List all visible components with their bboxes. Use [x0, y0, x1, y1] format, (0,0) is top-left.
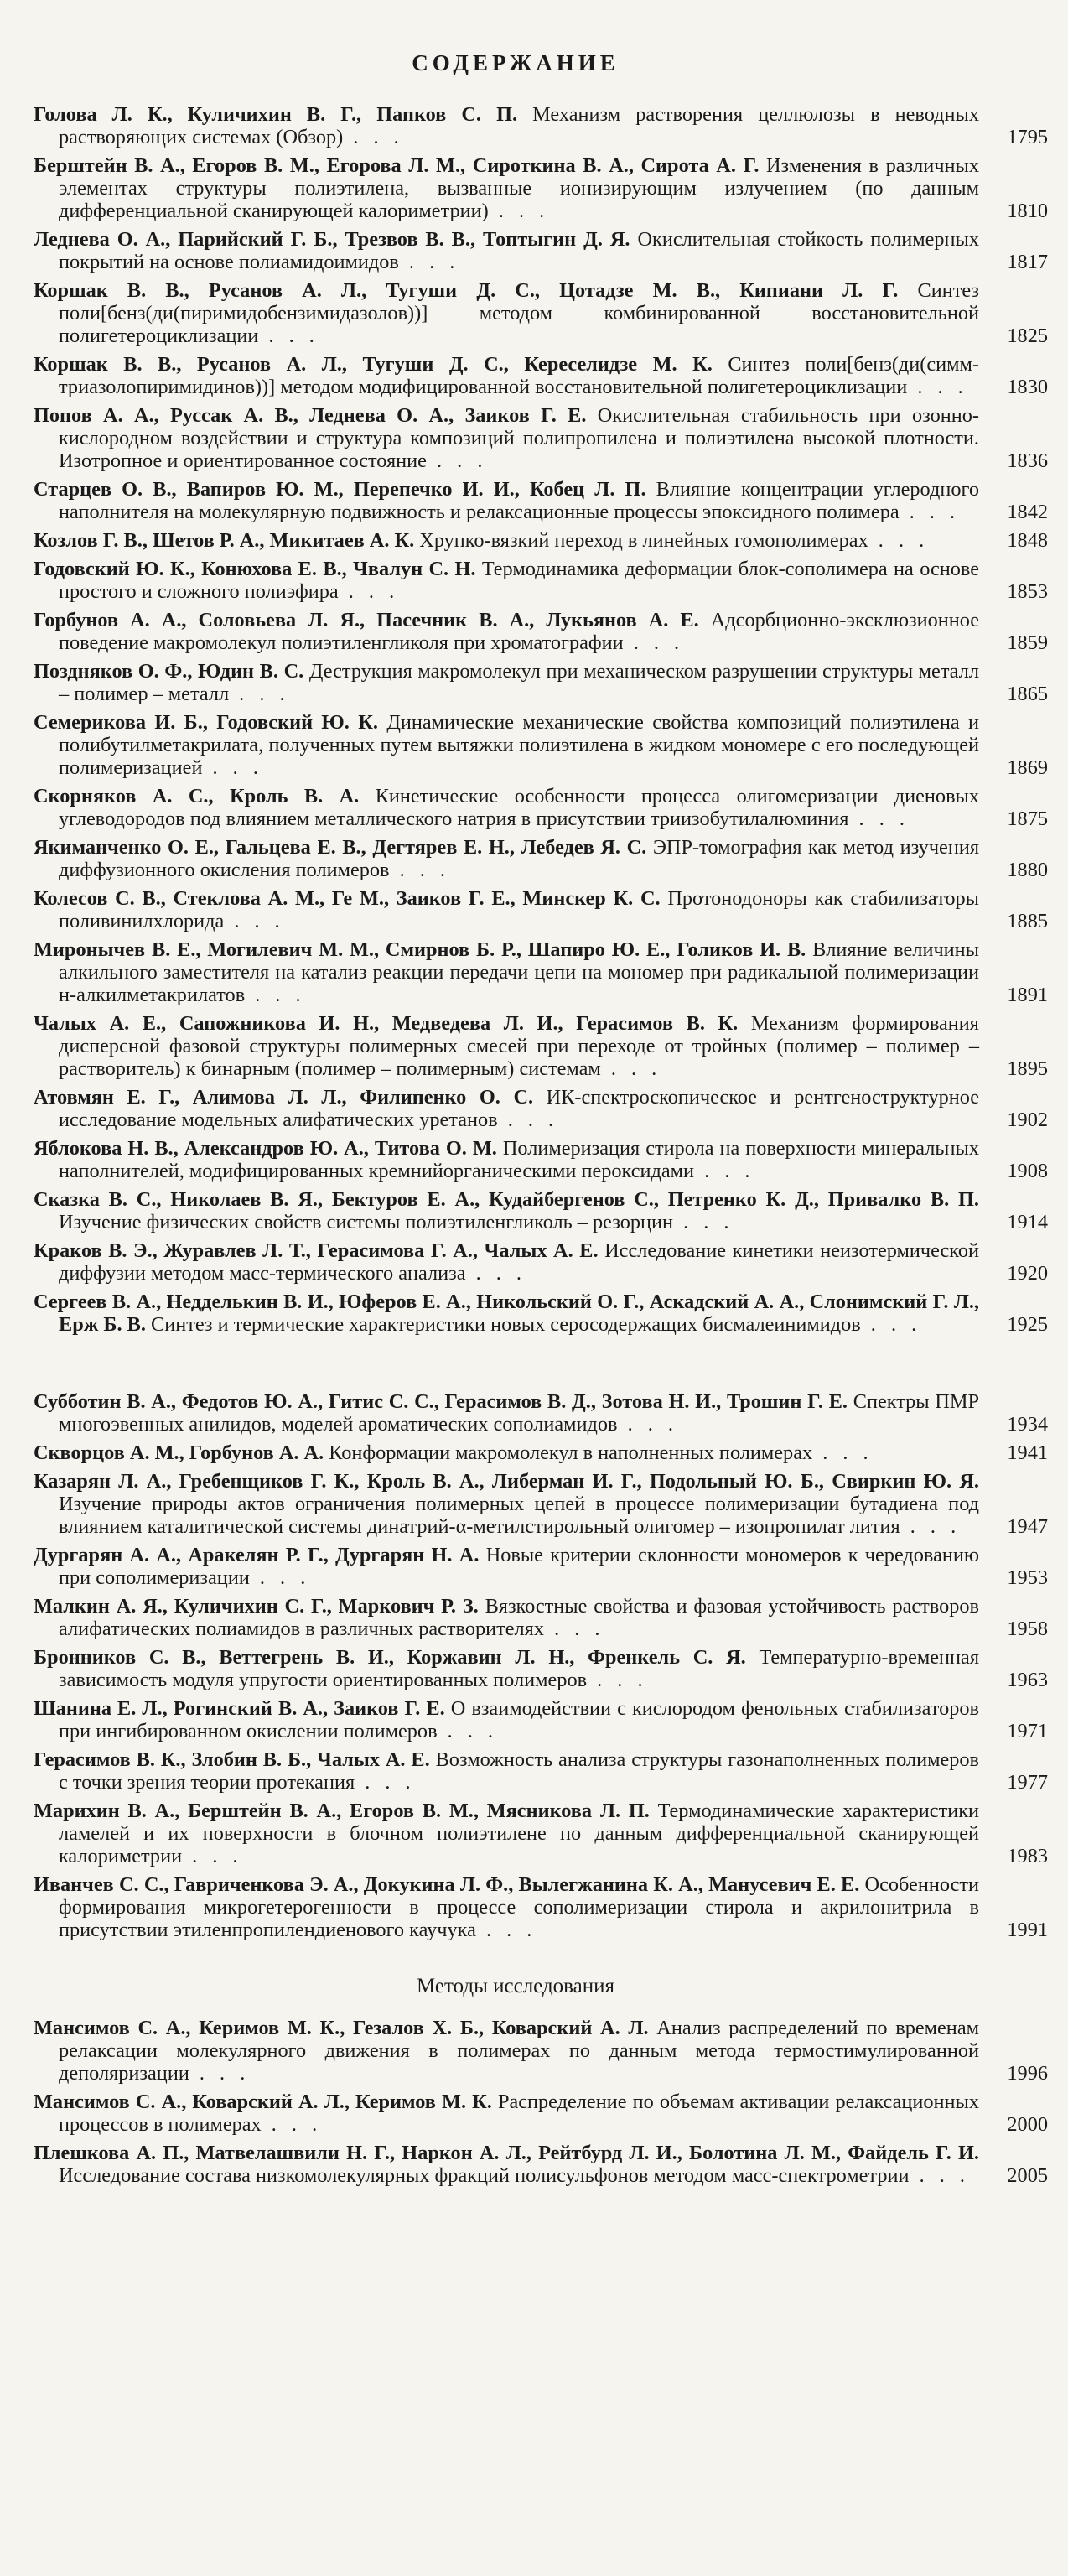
toc-entry-page-number: 1958 — [1007, 1618, 1048, 1640]
toc-entry-page-number: 1895 — [1007, 1057, 1048, 1080]
toc-entry[interactable] — [34, 1390, 1048, 1436]
toc-entry-title: Адсорбционно-эксклюзионное поведение макромолекул полиэтиленгликоля при хроматографии — [59, 609, 979, 654]
toc-entry-page-number: 1996 — [1007, 2062, 1048, 2085]
toc-entry-authors: Горбунов А. А., Соловьева Л. Я., Пасечник В. А., Лукьянов А. Е. — [34, 609, 699, 631]
contents-list-second — [34, 1390, 1048, 1941]
toc-entry[interactable] — [34, 1595, 1048, 1640]
toc-entry-page-number: 1991 — [1007, 1919, 1048, 1941]
leader-dots: . . . — [673, 1211, 734, 1233]
toc-entry-authors: Иванчев С. С., Гавриченкова Э. А., Докукина Л. Ф., Вылегжанина К. А., Манусевич Е. Е. — [34, 1873, 860, 1896]
toc-entry[interactable] — [34, 478, 1048, 523]
toc-entry-title: Хрупко-вязкий переход в линейных гомополимерах — [419, 529, 868, 552]
toc-entry-text — [34, 228, 979, 273]
leader-dots: . . . — [475, 1919, 537, 1941]
toc-entry-page-number: 1869 — [1007, 756, 1048, 779]
leader-dots: . . . — [224, 910, 285, 932]
toc-entry-page-number: 1842 — [1007, 501, 1048, 523]
toc-entry-text — [34, 478, 979, 523]
leader-dots: . . . — [355, 1771, 416, 1794]
toc-entry-page-number: 2000 — [1007, 2113, 1048, 2136]
toc-entry-title: Влияние концентрации углеродного наполнителя на молекулярную подвижность и релаксационные процессы эпоксидного полимера — [59, 478, 980, 523]
toc-entry-page-number: 1848 — [1007, 529, 1048, 552]
page-title: СОДЕРЖАНИЕ — [412, 50, 620, 75]
toc-entry-title: Исследование состава низкомолекулярных фракций полисульфонов методом масс-спектрометрии — [59, 2164, 910, 2187]
toc-entry-page-number: 1830 — [1007, 376, 1048, 398]
toc-entry[interactable] — [34, 660, 1048, 705]
toc-entry[interactable] — [34, 1646, 1048, 1691]
toc-entry-page-number: 1836 — [1007, 449, 1048, 472]
toc-entry[interactable] — [34, 103, 1048, 148]
toc-entry-page-number: 1859 — [1007, 631, 1048, 654]
toc-entry-authors: Краков В. Э., Журавлев Л. Т., Герасимова Г. А., Чалых А. Е. — [34, 1239, 599, 1262]
toc-entry-page-number: 1920 — [1007, 1262, 1048, 1285]
toc-entry-page-number: 1880 — [1007, 859, 1048, 881]
toc-entry-text — [34, 1873, 979, 1941]
toc-entry-title: Спектры ПМР многоэвенных анилидов, моделей ароматических сополиамидов — [59, 1390, 980, 1436]
toc-entry-authors: Попов А. А., Руссак А. В., Леднева О. А., Заиков Г. Е. — [34, 404, 587, 427]
toc-entry-text — [34, 2017, 979, 2085]
toc-entry-text — [34, 103, 979, 148]
toc-entry[interactable] — [34, 404, 1048, 472]
toc-entry-authors: Колесов С. В., Стеклова А. М., Ге М., Заиков Г. Е., Минскер К. С. — [34, 887, 661, 910]
toc-entry[interactable] — [34, 1470, 1048, 1538]
contents-page — [34, 50, 1048, 2193]
toc-entry-text — [34, 938, 979, 1006]
toc-entry-authors: Голова Л. К., Куличихин В. Г., Папков С. П. — [34, 103, 518, 126]
toc-entry-page-number: 1953 — [1007, 1566, 1048, 1589]
toc-entry-text — [34, 1646, 979, 1691]
toc-entry-page-number: 1825 — [1007, 325, 1048, 347]
toc-entry[interactable] — [34, 2142, 1048, 2187]
leader-dots: . . . — [488, 200, 550, 222]
toc-entry-authors: Годовский Ю. К., Конюхова Е. В., Чвалун С. Н. — [34, 558, 476, 580]
toc-entry-authors: Скворцов А. М., Горбунов А. А. — [34, 1441, 324, 1464]
toc-entry-page-number: 1885 — [1007, 910, 1048, 932]
toc-entry-title: Кинетические особенности процесса олигомеризации диеновых углеводородов под влиянием металлического натрия в присутствии триизобутилалюминия — [59, 785, 980, 830]
toc-entry-title: Вязкостные свойства и фазовая устойчивость растворов алифатических полиамидов в различных растворителях — [59, 1595, 980, 1640]
toc-entry[interactable] — [34, 711, 1048, 779]
leader-dots: . . . — [907, 376, 968, 398]
toc-entry-authors: Миронычев В. Е., Могилевич М. М., Смирнов Б. Р., Шапиро Ю. Е., Голиков И. В. — [34, 938, 806, 961]
toc-entry-authors: Козлов Г. В., Шетов Р. А., Микитаев А. К. — [34, 529, 415, 552]
leader-dots: . . . — [389, 859, 450, 881]
toc-entry-authors: Бронников С. В., Веттегрень В. И., Коржавин Л. Н., Френкель С. Я. — [34, 1646, 746, 1669]
toc-entry-text — [34, 279, 979, 347]
toc-entry-authors: Яблокова Н. В., Александров Ю. А., Титова О. М. — [34, 1137, 497, 1160]
toc-entry-text — [34, 353, 979, 398]
toc-entry-page-number: 1977 — [1007, 1771, 1048, 1794]
toc-entry-page-number: 1925 — [1007, 1313, 1048, 1336]
toc-entry[interactable] — [34, 1697, 1048, 1742]
leader-dots: . . . — [623, 631, 685, 654]
toc-entry-text — [34, 2090, 979, 2136]
toc-entry-title: Новые критерии склонности мономеров к чередованию при сополимеризации — [59, 1544, 980, 1589]
toc-entry[interactable] — [34, 1291, 1048, 1336]
leader-dots: . . . — [899, 501, 961, 523]
toc-entry-text — [34, 1291, 979, 1336]
leader-dots: . . . — [426, 449, 488, 472]
toc-entry[interactable] — [34, 1748, 1048, 1794]
toc-entry-page-number: 1865 — [1007, 683, 1048, 705]
toc-entry[interactable] — [34, 2090, 1048, 2136]
toc-entry-page-number: 1875 — [1007, 808, 1048, 830]
toc-entry[interactable] — [34, 529, 1048, 552]
toc-entry-page-number: 1853 — [1007, 580, 1048, 603]
toc-entry-text — [34, 785, 979, 830]
leader-dots: . . . — [202, 756, 263, 779]
toc-entry-authors: Мансимов С. А., Керимов М. К., Гезалов Х. Б., Коварский А. Л. — [34, 2017, 649, 2039]
toc-entry-text — [34, 836, 979, 881]
toc-entry[interactable] — [34, 836, 1048, 881]
toc-entry-page-number: 1914 — [1007, 1211, 1048, 1233]
leader-dots: . . . — [694, 1160, 755, 1182]
toc-entry-text — [34, 887, 979, 932]
toc-entry-authors: Берштейн В. А., Егоров В. М., Егорова Л. М., Сироткина В. А., Сирота А. Г. — [34, 154, 760, 177]
toc-entry[interactable] — [34, 1239, 1048, 1285]
section-gap — [34, 1342, 1048, 1390]
toc-entry[interactable] — [34, 938, 1048, 1006]
leader-dots: . . . — [182, 1845, 243, 1867]
toc-entry-title: Исследование кинетики неизотермической диффузии методом масс-термического анализа — [59, 1239, 980, 1285]
toc-entry-title: Деструкция макромолекул при механическом разрушении структуры металл – полимер – металл — [59, 660, 979, 705]
leader-dots: . . . — [600, 1057, 662, 1080]
leader-dots: . . . — [245, 984, 306, 1006]
toc-entry-title: Изучение природы актов ограничения полимерных цепей в процессе полимеризации бутадиена под влиянием каталитической системы динатрий-α-метилстирольный олигомер – изопропилат лития — [59, 1493, 979, 1538]
toc-entry[interactable] — [34, 353, 1048, 398]
leader-dots: . . . — [343, 126, 404, 148]
toc-entry-title: Термодинамические характеристики ламелей и их поверхности в блочном полиэтилене по данным дифференциальной сканирующей калориметрии — [59, 1800, 980, 1867]
toc-entry-authors: Старцев О. В., Вапиров Ю. М., Перепечко И. И., Кобец Л. П. — [34, 478, 646, 501]
toc-entry-text — [34, 1239, 979, 1285]
toc-entry-title: Окислительная стойкость полимерных покрытий на основе полиамидоимидов — [59, 228, 980, 273]
toc-entry-page-number: 1983 — [1007, 1845, 1048, 1867]
toc-entry-authors: Герасимов В. К., Злобин В. Б., Чалых А. Е. — [34, 1748, 430, 1771]
toc-entry-authors: Субботин В. А., Федотов Ю. А., Гитис С. С., Герасимов В. Д., Зотова Н. И., Трошин Г. Е. — [34, 1390, 848, 1413]
leader-dots: . . . — [909, 2164, 970, 2187]
toc-entry-title: О взаимодействии с кислородом фенольных стабилизаторов при ингибированном окислении полимеров — [59, 1697, 979, 1742]
toc-entry-title: Протонодоноры как стабилизаторы поливинилхлорида — [59, 887, 979, 932]
toc-entry-title: Динамические механические свойства композиций полиэтилена и полибутилметакрилата, полученных путем вытяжки полиэтилена в жидком мономере с его последующей полимеризацией — [59, 711, 980, 779]
toc-entry-title: Синтез поли[бенз(ди(симм-триазолопиримидинов))] методом модифицированной восстановительной полигетероциклизации — [59, 353, 980, 398]
toc-entry-text — [34, 558, 979, 603]
toc-entry-text — [34, 1748, 979, 1794]
leader-dots: . . . — [398, 251, 460, 273]
toc-entry[interactable] — [34, 1544, 1048, 1589]
toc-entry-title: Механизм растворения целлюлозы в неводных растворяющих системах (Обзор) — [59, 103, 979, 148]
toc-entry-authors: Мансимов С. А., Коварский А. Л., Керимов М. К. — [34, 2090, 492, 2113]
toc-entry-text — [34, 1595, 979, 1640]
toc-entry-title: Конформации макромолекул в наполненных полимерах — [329, 1441, 813, 1464]
toc-entry-authors: Скорняков А. С., Кроль В. А. — [34, 785, 360, 808]
toc-entry-page-number: 1941 — [1007, 1441, 1048, 1464]
toc-entry-text — [34, 1544, 979, 1589]
leader-dots: . . . — [868, 529, 930, 552]
leader-dots: . . . — [544, 1618, 605, 1640]
leader-dots: . . . — [338, 580, 400, 603]
leader-dots: . . . — [848, 808, 910, 830]
toc-entry-page-number: 1810 — [1007, 200, 1048, 222]
toc-entry[interactable] — [34, 1086, 1048, 1131]
toc-entry-title: Полимеризация стирола на поверхности минеральных наполнителей, модифицированных кремнийорганическими пероксидами — [59, 1137, 979, 1182]
toc-entry-title: Изменения в различных элементах структуры полиэтилена, вызванные ионизирующим излучением (по данным дифференциальной сканирующей калориметрии) — [59, 154, 979, 222]
toc-entry-text — [34, 2142, 979, 2187]
toc-entry-title: Механизм формирования дисперсной фазовой структуры полимерных смесей при переходе от тройных (полимер – полимер – растворитель) к бинарным (полимер – полимерным) системам — [59, 1012, 979, 1080]
toc-entry-page-number: 1971 — [1007, 1720, 1048, 1742]
toc-entry-authors: Семерикова И. Б., Годовский Ю. К. — [34, 711, 378, 734]
leader-dots: . . . — [900, 1515, 962, 1538]
toc-entry-authors: Сергеев В. А., Недделькин В. И., Юферов Е. А., Никольский О. Г., Аскадский А. А., Слонимский Г. Л., Ерж Б. В. — [34, 1291, 979, 1336]
toc-entry-page-number: 1963 — [1007, 1669, 1048, 1691]
toc-entry-page-number: 1908 — [1007, 1160, 1048, 1182]
toc-entry-page-number: 1902 — [1007, 1109, 1048, 1131]
toc-entry-text — [34, 404, 979, 472]
toc-entry-authors: Казарян Л. А., Гребенщиков Г. К., Кроль В. А., Либерман И. Г., Подольный Ю. Б., Свиркин Ю. Я. — [34, 1470, 979, 1493]
toc-entry-page-number: 1947 — [1007, 1515, 1048, 1538]
toc-entry[interactable] — [34, 1012, 1048, 1080]
toc-entry[interactable] — [34, 279, 1048, 347]
toc-entry-title: Анализ распределений по временам релаксации молекулярного движения в полимерах по данным метода термостимулированной деполяризации — [59, 2017, 979, 2085]
toc-entry-title: Особенности формирования микрогетерогенности в процессе сополимеризации стирола и акрилонитрила в присутствии этиленпропилендиенового каучука — [59, 1873, 979, 1941]
toc-entry[interactable] — [34, 609, 1048, 654]
leader-dots: . . . — [812, 1441, 874, 1464]
toc-entry-page-number: 1817 — [1007, 251, 1048, 273]
toc-entry-text — [34, 609, 979, 654]
toc-entry-authors: Дургарян А. А., Аракелян Р. Г., Дургарян Н. А. — [34, 1544, 480, 1566]
toc-entry-title: ИК-спектроскопическое и рентгеноструктурное исследование модельных алифатических уретанов — [59, 1086, 979, 1131]
toc-entry-authors: Плешкова А. П., Матвелашвили Н. Г., Наркон А. Л., Рейтбурд Л. И., Болотина Л. М., Файдель Г. И. — [34, 2142, 979, 2164]
contents-list-methods — [34, 2017, 1048, 2187]
toc-entry-text — [34, 1800, 979, 1867]
toc-entry[interactable] — [34, 1441, 1048, 1464]
toc-entry-authors: Атовмян Е. Г., Алимова Л. Л., Филипенко О. С. — [34, 1086, 534, 1109]
toc-entry-authors: Якиманченко О. Е., Гальцева Е. В., Дегтярев Е. Н., Лебедев Я. С. — [34, 836, 647, 859]
leader-dots: . . . — [617, 1413, 678, 1436]
toc-entry-page-number: 1795 — [1007, 126, 1048, 148]
toc-entry-text — [34, 1390, 979, 1436]
toc-entry[interactable] — [34, 1873, 1048, 1941]
leader-dots: . . . — [465, 1262, 526, 1285]
leader-dots: . . . — [587, 1669, 648, 1691]
toc-entry[interactable] — [34, 2017, 1048, 2085]
leader-dots: . . . — [860, 1313, 922, 1336]
toc-entry-title: ЭПР-томография как метод изучения диффузионного окисления полимеров — [59, 836, 980, 881]
toc-entry-authors: Поздняков О. Ф., Юдин В. С. — [34, 660, 304, 683]
toc-entry[interactable] — [34, 1188, 1048, 1233]
toc-entry-text — [34, 1012, 979, 1080]
leader-dots: . . . — [437, 1720, 499, 1742]
toc-entry[interactable] — [34, 558, 1048, 603]
toc-entry-page-number: 1891 — [1007, 984, 1048, 1006]
section-title-methods: Методы исследования — [417, 1975, 614, 1997]
toc-entry-title: Термодинамика деформации блок-сополимера на основе простого и сложного полиэфира — [59, 558, 979, 603]
leader-dots: . . . — [258, 325, 319, 347]
leader-dots: . . . — [261, 2113, 323, 2136]
toc-entry-title: Изучение физических свойств системы полиэтиленгликоль – резорцин — [59, 1211, 674, 1233]
toc-entry-text — [34, 660, 979, 705]
toc-entry-authors: Шанина Е. Л., Рогинский В. А., Заиков Г. Е. — [34, 1697, 445, 1720]
toc-entry[interactable] — [34, 228, 1048, 273]
toc-entry-authors: Сказка В. С., Николаев В. Я., Бектуров Е. А., Кудайбергенов С., Петренко К. Д., Привалко В. П. — [34, 1188, 979, 1211]
leader-dots: . . . — [229, 683, 290, 705]
toc-entry-title: Температурно-временная зависимость модуля упругости ориентированных полимеров — [59, 1646, 980, 1691]
toc-entry-authors: Малкин А. Я., Куличихин С. Г., Маркович Р. З. — [34, 1595, 479, 1618]
toc-entry[interactable] — [34, 1137, 1048, 1182]
toc-entry[interactable] — [34, 154, 1048, 222]
contents-list-main — [34, 103, 1048, 1336]
toc-entry-text — [34, 529, 979, 552]
toc-entry-authors: Коршак В. В., Русанов А. Л., Тугуши Д. С., Кереселидзе М. К. — [34, 353, 713, 376]
toc-entry-text — [34, 711, 979, 779]
toc-entry-page-number: 1934 — [1007, 1413, 1048, 1436]
leader-dots: . . . — [497, 1109, 559, 1131]
toc-entry-text — [34, 1441, 979, 1464]
toc-entry[interactable] — [34, 1800, 1048, 1867]
toc-entry-authors: Коршак В. В., Русанов А. Л., Тугуши Д. С., Цотадзе М. В., Кипиани Л. Г. — [34, 279, 899, 302]
toc-entry-text — [34, 1137, 979, 1182]
toc-entry-text — [34, 1086, 979, 1131]
leader-dots: . . . — [189, 2062, 251, 2085]
toc-entry-text — [34, 1188, 979, 1233]
toc-entry-text — [34, 1470, 979, 1538]
toc-entry-title: Окислительная стабильность при озонно-кислородном воздействии и структура композиций полипропилена и полиэтилена высокой плотности. Изотропное и ориентированное состояние — [59, 404, 979, 472]
leader-dots: . . . — [249, 1566, 311, 1589]
toc-entry[interactable] — [34, 785, 1048, 830]
toc-entry-title: Синтез поли[бенз(ди(пиримидобензимидазолов))] методом комбинированной восстановительной полигетероциклизации — [59, 279, 979, 347]
toc-entry-authors: Леднева О. А., Парийский Г. Б., Трезвов В. В., Топтыгин Д. Я. — [34, 228, 630, 251]
toc-entry[interactable] — [34, 887, 1048, 932]
toc-entry-authors: Чалых А. Е., Сапожникова И. Н., Медведева Л. И., Герасимов В. К. — [34, 1012, 739, 1035]
toc-entry-title: Синтез и термические характеристики новых серосодержащих бисмалеинимидов — [150, 1313, 861, 1336]
toc-entry-title: Влияние величины алкильного заместителя на катализ реакции передачи цепи на мономер при радикальной полимеризации н-алкилметакрилатов — [59, 938, 979, 1006]
toc-entry-authors: Марихин В. А., Берштейн В. А., Егоров В. М., Мясникова Л. П. — [34, 1800, 650, 1822]
toc-entry-page-number: 2005 — [1007, 2164, 1048, 2187]
toc-entry-title: Возможность анализа структуры газонаполненных полимеров с точки зрения теории протекания — [59, 1748, 980, 1794]
toc-entry-text — [34, 154, 979, 222]
toc-entry-title: Распределение по объемам активации релаксационных процессов в полимерах — [59, 2090, 980, 2136]
toc-entry-text — [34, 1697, 979, 1742]
